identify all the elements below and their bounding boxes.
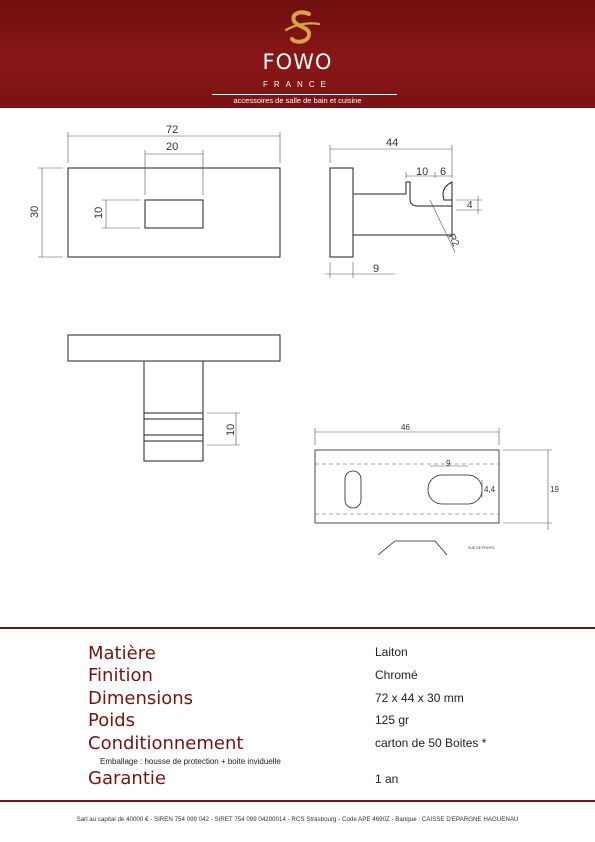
bottom-plate bbox=[68, 335, 280, 361]
company-legal-footer: Sarl au capital de 40000 € - SIREN 754 099 042 - SIRET 754 099 04200014 - RCS Strasbourg - Code APE 4690Z - Banque : CAISSE D'EPARGNE HAGUENAU bbox=[76, 816, 519, 823]
brand-logo-icon bbox=[282, 8, 322, 50]
front-slot-width-label: 20 bbox=[166, 141, 179, 153]
side-hook bbox=[353, 182, 452, 235]
profile-slot-height-label: 4,4 bbox=[484, 485, 496, 494]
side-depth-label: 44 bbox=[386, 137, 399, 149]
specs-top-rule bbox=[0, 627, 595, 629]
profile-width-label: 46 bbox=[401, 423, 410, 432]
profile-foot bbox=[378, 541, 447, 555]
spec-value-poids: 125 gr bbox=[375, 713, 410, 727]
spec-value-matiere: Laiton bbox=[375, 645, 408, 659]
spec-label-garantie: Garantie bbox=[88, 768, 166, 789]
spec-value-dimensions: 72 x 44 x 30 mm bbox=[375, 691, 464, 705]
profile-slot-label: 9 bbox=[446, 459, 451, 468]
spec-label-finition: Finition bbox=[88, 665, 153, 686]
side-hook-a-label: 10 bbox=[416, 166, 429, 178]
spec-label-matiere: Matière bbox=[88, 643, 156, 664]
spec-value-garantie: 1 an bbox=[375, 772, 399, 786]
packaging-note: Emballage : housse de protection + boite inviduelle bbox=[100, 757, 281, 766]
profile-plate bbox=[315, 450, 499, 523]
spec-label-poids: Poids bbox=[88, 710, 136, 731]
spec-value-finition: Chromé bbox=[375, 668, 418, 682]
spec-label-conditionnement: Conditionnement bbox=[88, 733, 244, 754]
brand-subtitle: FRANCE bbox=[263, 80, 332, 89]
header-banner bbox=[0, 0, 595, 108]
specs-bottom-rule bbox=[0, 800, 595, 802]
spec-value-conditionnement: carton de 50 Boites * bbox=[375, 736, 487, 750]
bottom-dim-label: 10 bbox=[225, 423, 237, 436]
side-radius-label: R2 bbox=[445, 232, 462, 249]
profile-caption: VUE DE PROFIL bbox=[468, 546, 495, 550]
brand-name: FOWO bbox=[262, 50, 333, 74]
header-divider bbox=[212, 94, 397, 95]
profile-height-label: 19 bbox=[550, 485, 559, 494]
front-slot-height-label: 10 bbox=[93, 206, 105, 219]
spec-label-dimensions: Dimensions bbox=[88, 688, 194, 709]
side-hook-b-label: 6 bbox=[440, 166, 447, 178]
side-hook-h-label: 4 bbox=[467, 200, 473, 211]
side-base-label: 9 bbox=[373, 263, 380, 275]
technical-drawing bbox=[0, 108, 595, 628]
front-slot bbox=[145, 200, 203, 228]
profile-slot-left bbox=[345, 471, 361, 508]
brand-tagline: accessoires de salle de bain et cuisine bbox=[233, 96, 362, 105]
bottom-hook bbox=[144, 361, 203, 461]
side-plate bbox=[330, 168, 353, 257]
front-width-label: 72 bbox=[166, 124, 179, 136]
profile-slot-right bbox=[428, 475, 482, 504]
front-height-label: 30 bbox=[29, 205, 41, 218]
